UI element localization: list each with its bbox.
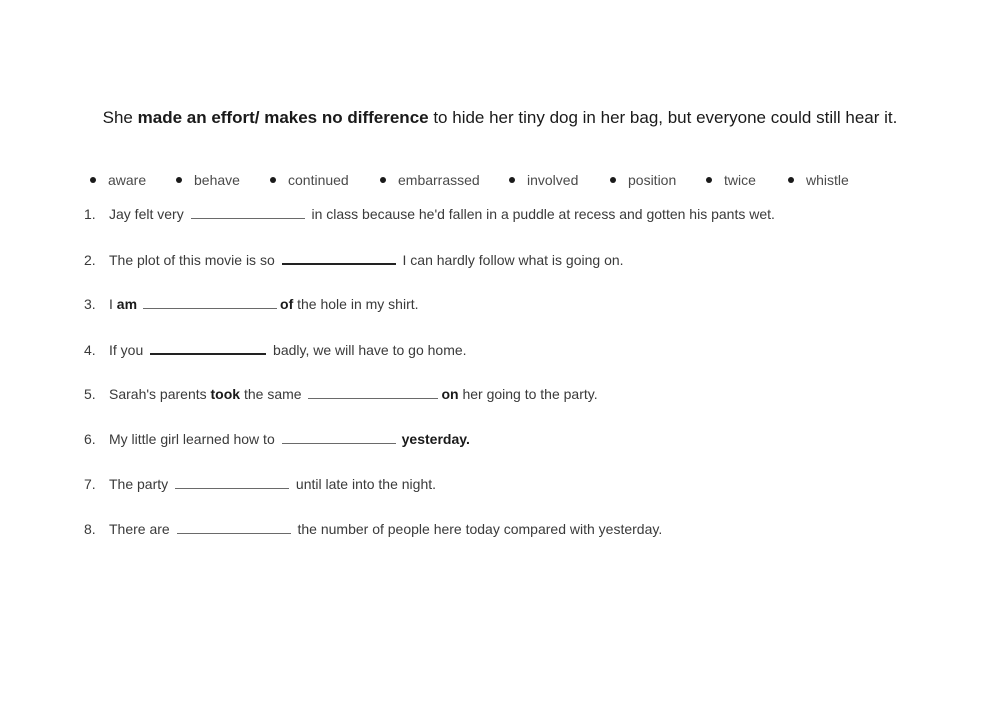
item-number: 7. [84,476,96,492]
item-number: 2. [84,252,96,268]
item-text-mid: the same [240,386,306,402]
item-text-before: If you [109,342,148,358]
item-text-after: the hole in my shirt. [293,296,419,312]
intro-text-end: to hide her tiny dog in her bag, but everyone could still hear it. [428,108,898,127]
item-number: 1. [84,206,96,222]
answer-blank[interactable] [177,521,291,534]
intro-sentence [0,108,1000,128]
exercise-item [84,341,467,358]
bullet-icon [509,177,515,183]
word-bank-item: continued [288,172,349,188]
answer-blank[interactable] [150,341,266,355]
item-text-before: Sarah's parents [109,386,211,402]
exercise-item [84,386,598,402]
intro-text-start: She [102,108,138,127]
answer-blank[interactable] [175,476,289,489]
exercise-item [84,431,470,447]
intro-bold-phrase: made an effort/ makes no difference [137,108,429,127]
item-text-before: I [109,296,117,312]
answer-blank[interactable] [282,251,396,265]
item-text-after: I can hardly follow what is going on. [398,252,624,268]
item-bold-word: took [210,386,241,402]
word-bank-item: embarrassed [398,172,480,188]
exercise-item [84,476,436,492]
item-bold-word: am [116,296,138,312]
bullet-icon [270,177,276,183]
item-text-after: in class because he'd fallen in a puddle at recess and gotten his pants wet. [307,206,775,222]
item-text-after: badly, we will have to go home. [269,342,467,358]
answer-blank[interactable] [143,296,277,309]
exercise-item [84,251,624,268]
word-bank-item: position [628,172,677,188]
item-text-before: The plot of this movie is so [109,252,279,268]
item-text-before: The party [109,476,173,492]
item-bold-word: on [441,386,459,402]
item-text-before: My little girl learned how to [109,431,279,447]
answer-blank[interactable] [282,431,396,444]
bullet-icon [706,177,712,183]
bullet-icon [380,177,386,183]
item-text-before: Jay felt very [109,206,188,222]
item-text-before: There are [109,521,174,537]
bullet-icon [90,177,96,183]
item-text-after: yesterday. [401,431,470,447]
bullet-icon [176,177,182,183]
exercise-item [84,206,775,222]
answer-blank[interactable] [308,386,438,399]
word-bank-item: involved [527,172,579,188]
item-number: 6. [84,431,96,447]
item-number: 8. [84,521,96,537]
bullet-icon [788,177,794,183]
item-number: 4. [84,342,96,358]
item-text-after: until late into the night. [292,476,437,492]
word-bank-item: aware [108,172,147,188]
exercise-item [84,296,419,312]
bullet-icon [610,177,616,183]
item-number: 3. [84,296,96,312]
exercise-item [84,521,662,537]
answer-blank[interactable] [191,206,305,219]
word-bank-item: whistle [806,172,849,188]
item-number: 5. [84,386,96,402]
item-text-after: her going to the party. [458,386,598,402]
word-bank-item: twice [724,172,756,188]
word-bank-item: behave [194,172,240,188]
item-text-after: the number of people here today compared with yesterday. [293,521,663,537]
item-bold-word: of [280,296,294,312]
